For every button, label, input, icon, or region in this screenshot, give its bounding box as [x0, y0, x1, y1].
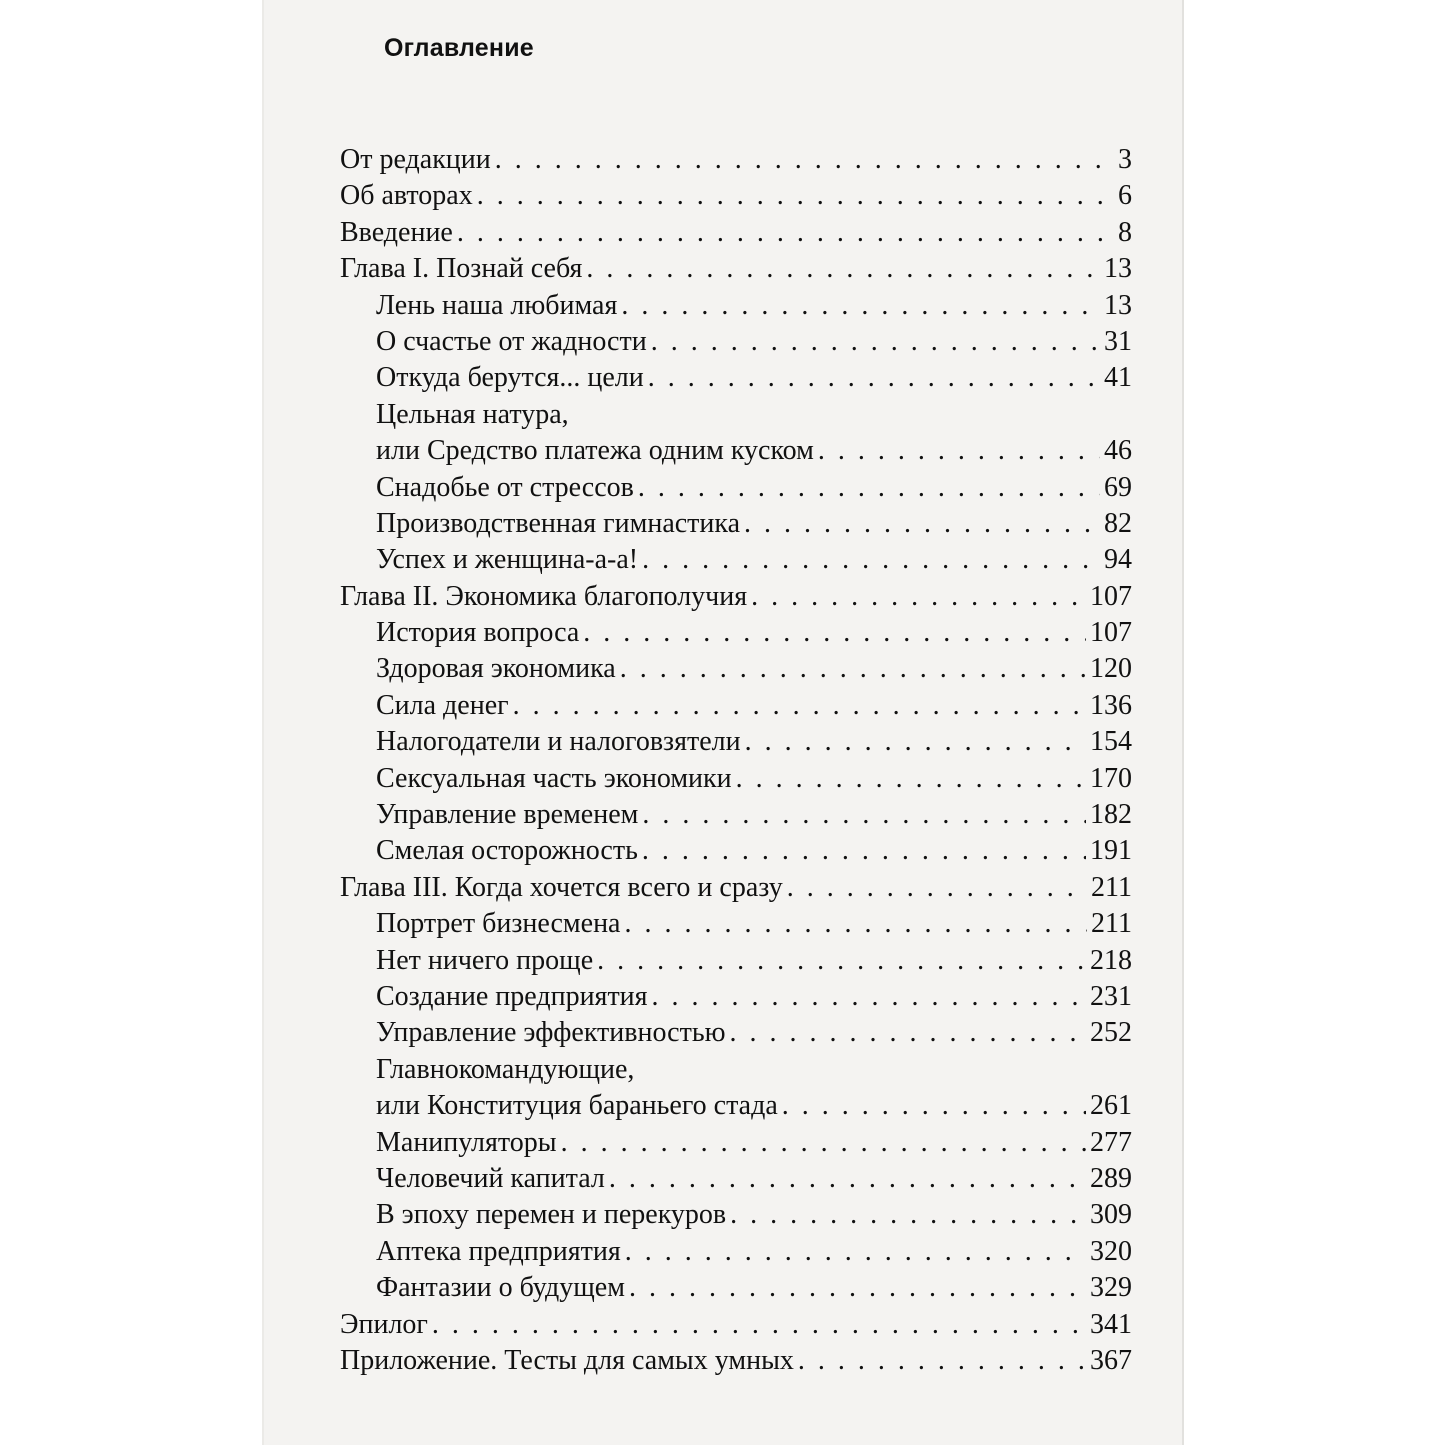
- toc-entry-label: Аптека предприятия: [376, 1235, 621, 1267]
- toc-page-number: 211: [1091, 908, 1132, 940]
- dot-leader: [597, 943, 1086, 979]
- dot-leader: [744, 506, 1100, 542]
- toc-entry-label: Налогодатели и налоговзятели: [376, 726, 741, 758]
- dot-leader: [629, 1270, 1086, 1306]
- toc-entry: [340, 1343, 1132, 1379]
- toc-subentry: [340, 360, 1132, 396]
- toc-page-number: 191: [1090, 835, 1132, 867]
- toc-entry-label: Манипуляторы: [376, 1126, 557, 1158]
- toc-subentry: [340, 1125, 1132, 1161]
- toc-entry-label: Снадобье от стрессов: [376, 471, 634, 503]
- toc-page-number: 94: [1104, 544, 1132, 576]
- toc-entry-label: Смелая осторожность: [376, 835, 638, 867]
- toc-subentry: [340, 833, 1132, 869]
- toc-entry-label: Об авторах: [340, 180, 473, 212]
- toc-entry-label: Глава III. Когда хочется всего и сразу: [340, 871, 783, 903]
- dot-leader: [495, 142, 1114, 178]
- dot-leader: [782, 1088, 1086, 1124]
- toc-entry-label: Нет ничего проще: [376, 944, 594, 976]
- dot-leader: [432, 1307, 1086, 1343]
- toc-entry-label: Производственная гимнастика: [376, 507, 741, 539]
- dot-leader: [730, 1197, 1086, 1233]
- dot-leader: [651, 324, 1100, 360]
- toc-subentry: [340, 1015, 1132, 1051]
- toc-subentry: [340, 651, 1132, 687]
- dot-leader: [621, 288, 1100, 324]
- dot-leader: [513, 688, 1086, 724]
- toc-entry-label: Сила денег: [376, 689, 509, 721]
- toc-subentry: [340, 506, 1132, 542]
- toc-subentry: [340, 1197, 1132, 1233]
- table-of-contents: [340, 142, 1132, 1379]
- toc-page-number: 120: [1090, 653, 1132, 685]
- toc-entry-label: От редакции: [340, 144, 491, 175]
- dot-leader: [730, 1015, 1086, 1051]
- dot-leader: [652, 979, 1086, 1015]
- toc-entry-label: Приложение. Тесты для самых умных: [340, 1344, 794, 1376]
- toc-subentry: [340, 1270, 1132, 1306]
- toc-entry-label: Сексуальная часть экономики: [376, 762, 732, 794]
- toc-subentry: [340, 943, 1132, 979]
- toc-entry: [340, 142, 1132, 178]
- toc-page-number: 211: [1091, 871, 1132, 903]
- toc-page-number: 82: [1104, 507, 1132, 539]
- dot-leader: [586, 251, 1100, 287]
- toc-page-number: 218: [1090, 944, 1132, 976]
- toc-subentry: [340, 1234, 1132, 1270]
- toc-subentry: [340, 724, 1132, 760]
- toc-page-number: 309: [1090, 1199, 1132, 1231]
- dot-leader: [642, 833, 1086, 869]
- toc-page-number: 231: [1090, 980, 1132, 1012]
- toc-page-number: 367: [1090, 1344, 1132, 1376]
- toc-entry-label: Управление эффективностью: [376, 1017, 726, 1049]
- dot-leader: [648, 360, 1100, 396]
- toc-entry-label: Эпилог: [340, 1308, 428, 1340]
- toc-page-number: 341: [1090, 1308, 1132, 1340]
- toc-page-number: 6: [1118, 180, 1132, 212]
- dot-leader: [638, 470, 1100, 506]
- dot-leader: [642, 542, 1100, 578]
- toc-entry: [340, 251, 1132, 287]
- dot-leader: [620, 651, 1086, 687]
- toc-entry-label: Глава II. Экономика благополучия: [340, 580, 748, 612]
- toc-entry-label: Лень наша любимая: [376, 289, 618, 321]
- toc-page-number: 13: [1104, 253, 1132, 285]
- toc-entry-label: Человечий капитал: [376, 1162, 605, 1194]
- toc-entry-label: или Конституция бараньего стада: [376, 1090, 778, 1122]
- toc-entry-label: Глава I. Познай себя: [340, 253, 583, 285]
- toc-entry-label: О счастье от жадности: [376, 325, 647, 357]
- toc-entry-label: Откуда берутся... цели: [376, 362, 644, 394]
- toc-entry-label: Успех и женщина-а-а!: [376, 544, 639, 576]
- toc-page-number: 3: [1118, 144, 1132, 175]
- dot-leader: [798, 1343, 1086, 1379]
- toc-subentry: [340, 288, 1132, 324]
- toc-subentry: [340, 906, 1132, 942]
- toc-subentry: [340, 1161, 1132, 1197]
- toc-page-number: 154: [1090, 726, 1132, 758]
- toc-page-number: 46: [1104, 435, 1132, 467]
- dot-leader: [477, 178, 1114, 214]
- toc-subentry: [340, 615, 1132, 651]
- toc-entry-label: Здоровая экономика: [376, 653, 616, 685]
- dot-leader: [457, 215, 1114, 251]
- toc-page-number: 182: [1090, 799, 1132, 831]
- toc-entry: [340, 215, 1132, 251]
- toc-page-number: 136: [1090, 689, 1132, 721]
- toc-entry: [340, 870, 1132, 906]
- toc-subentry: [340, 433, 1132, 469]
- toc-page-number: 107: [1090, 580, 1132, 612]
- toc-page-number: 252: [1090, 1017, 1132, 1049]
- toc-page-number: 107: [1090, 617, 1132, 649]
- toc-page-number: 320: [1090, 1235, 1132, 1267]
- toc-subentry: [340, 470, 1132, 506]
- dot-leader: [745, 724, 1086, 760]
- toc-entry-label-line1: Цельная натура,: [376, 398, 569, 430]
- dot-leader: [583, 615, 1086, 651]
- toc-subentry: [340, 1088, 1132, 1124]
- toc-entry-label: или Средство платежа одним куском: [376, 435, 814, 467]
- dot-leader: [751, 579, 1086, 615]
- toc-entry-label: Фантазии о будущем: [376, 1272, 625, 1304]
- dot-leader: [609, 1161, 1086, 1197]
- toc-entry-label-line1: Главнокомандующие,: [376, 1053, 635, 1085]
- dot-leader: [787, 870, 1087, 906]
- dot-leader: [818, 433, 1100, 469]
- toc-entry-label: Создание предприятия: [376, 980, 648, 1012]
- dot-leader: [561, 1125, 1086, 1161]
- toc-page-number: 170: [1090, 762, 1132, 794]
- dot-leader: [736, 761, 1086, 797]
- dot-leader: [625, 1234, 1086, 1270]
- toc-entry: [340, 579, 1132, 615]
- toc-entry-label: Управление временем: [376, 799, 639, 831]
- toc-page-number: 261: [1090, 1090, 1132, 1122]
- toc-entry: [340, 178, 1132, 214]
- toc-entry-label: История вопроса: [376, 617, 580, 649]
- dot-leader: [642, 797, 1086, 833]
- dot-leader: [624, 906, 1087, 942]
- toc-page-number: 31: [1104, 325, 1132, 357]
- toc-entry-label: В эпоху перемен и перекуров: [376, 1199, 727, 1231]
- toc-entry-label: Введение: [340, 216, 453, 248]
- toc-page-number: 8: [1118, 216, 1132, 248]
- toc-subentry: [340, 688, 1132, 724]
- toc-title: Оглавление: [384, 34, 534, 62]
- toc-entry-label: Портрет бизнесмена: [376, 908, 621, 940]
- toc-subentry: [340, 542, 1132, 578]
- toc-entry: [340, 1307, 1132, 1343]
- toc-page-number: 13: [1104, 289, 1132, 321]
- toc-page-number: 277: [1090, 1126, 1132, 1158]
- toc-page-number: 289: [1090, 1162, 1132, 1194]
- toc-page-number: 69: [1104, 471, 1132, 503]
- toc-subentry: [340, 797, 1132, 833]
- toc-page-number: 329: [1090, 1272, 1132, 1304]
- toc-subentry: [340, 979, 1132, 1015]
- toc-subentry: [340, 761, 1132, 797]
- toc-subentry: [340, 324, 1132, 360]
- toc-page-number: 41: [1104, 362, 1132, 394]
